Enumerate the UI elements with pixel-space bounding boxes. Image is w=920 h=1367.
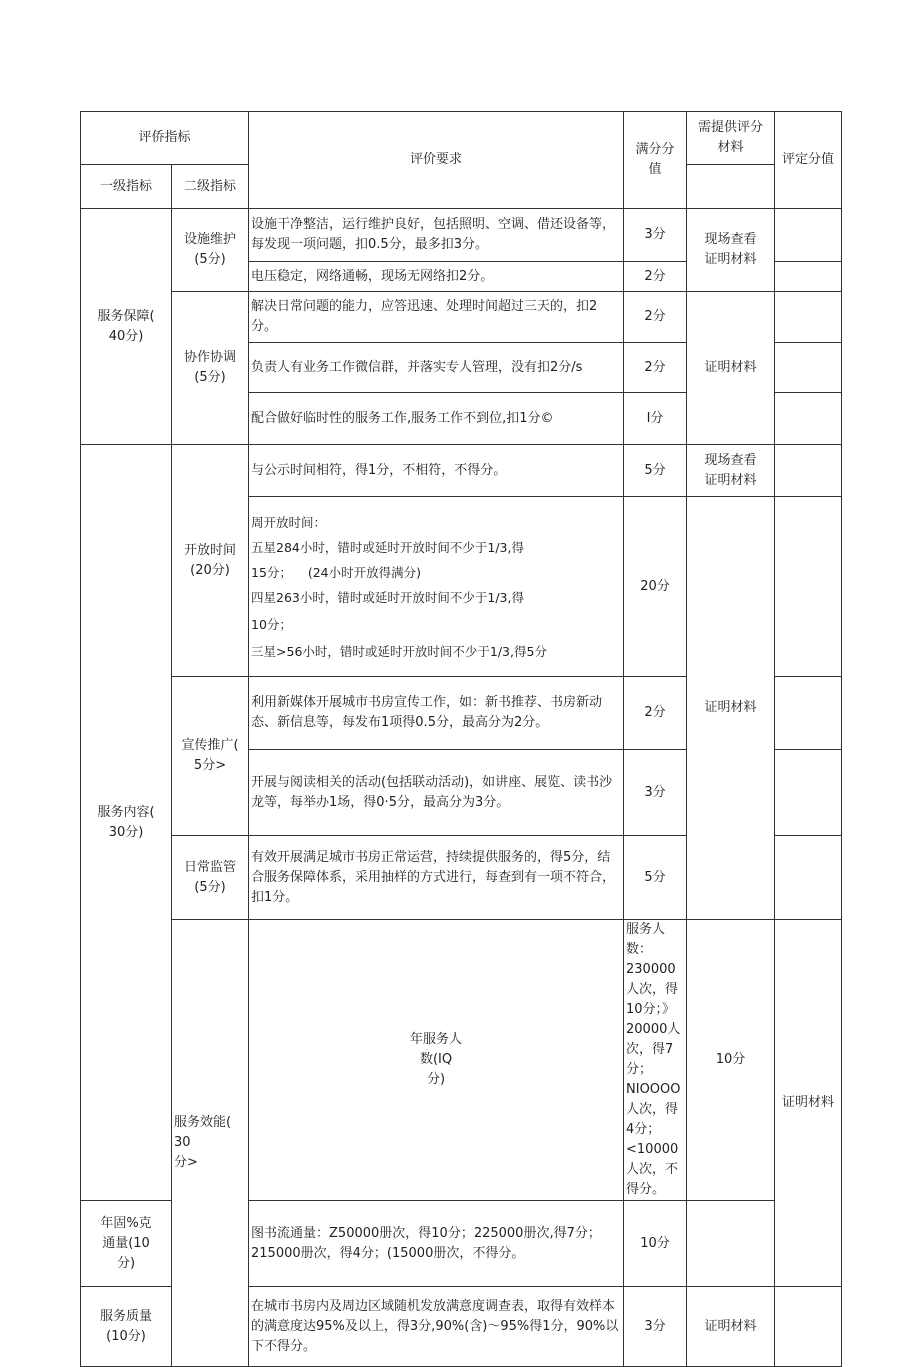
rating-cell[interactable] xyxy=(775,497,842,677)
sub-promo: 宣传推广( 5分> xyxy=(172,677,249,836)
header-level1: 一级指标 xyxy=(81,165,172,209)
material-quality: 证明材料 xyxy=(687,1287,775,1367)
sub-flow: 年固%克 通量(10 分) xyxy=(81,1201,172,1287)
req-people-1: 服务人数：230000人次，得10分；》20000人次，得7分；NIOOOO人次，得4分；<10000人次，不得分。 xyxy=(624,920,687,1201)
rating-cell[interactable] xyxy=(775,209,842,262)
section-service-guarantee: 服务保障( 40分) xyxy=(81,209,172,445)
req-open-2-line: 周开放时间： xyxy=(251,514,327,530)
header-rating: 评定分值 xyxy=(775,112,842,209)
header-requirement: 评价要求 xyxy=(249,112,624,209)
sub-monitor: 日常监管 (5分) xyxy=(172,836,249,920)
rating-cell[interactable] xyxy=(775,750,842,836)
sub-open: 开放时间 (20分) xyxy=(172,445,249,677)
sub-facility: 设施维护 (5分) xyxy=(172,209,249,292)
req-promo-2: 开展与阅读相关的活动(包括联动活动)，如讲座、展览、读书沙龙等，每举办1场，得0·5分，最高分为3分。 xyxy=(249,750,624,836)
evaluation-table xyxy=(80,111,842,1367)
sub-people: 年服务人 数(IQ 分) xyxy=(249,920,624,1201)
score-people-1: 10分 xyxy=(687,920,775,1201)
req-open-2 xyxy=(249,497,624,677)
score-promo-2: 3分 xyxy=(624,750,687,836)
score-monitor-1: 5分 xyxy=(624,836,687,920)
score-open-2: 20分 xyxy=(624,497,687,677)
score-facility-1: 3分 xyxy=(624,209,687,262)
rating-cell[interactable] xyxy=(687,1201,775,1287)
rating-cell[interactable] xyxy=(775,1287,842,1367)
sub-quality: 服务质量 (10分) xyxy=(81,1287,172,1367)
material-coop: 证明材料 xyxy=(687,292,775,445)
score-flow-1: 10分 xyxy=(624,1201,687,1287)
req-coop-3: 配合做好临时性的服务工作,服务工作不到位,扣1分© xyxy=(249,393,624,445)
score-facility-2: 2分 xyxy=(624,262,687,292)
score-coop-3: I分 xyxy=(624,393,687,445)
header-index: 评侨指标 xyxy=(81,112,249,165)
material-facility: 现场查看 证明材料 xyxy=(687,209,775,292)
material-open-1: 现场查看 证明材料 xyxy=(687,445,775,497)
req-facility-2: 电压稳定，网络通畅，现场无网络扣2分。 xyxy=(249,262,624,292)
rating-cell[interactable] xyxy=(775,343,842,393)
score-coop-1: 2分 xyxy=(624,292,687,343)
rating-cell[interactable] xyxy=(775,445,842,497)
header-material-blank xyxy=(687,165,775,209)
header-full-score: 满分分 值 xyxy=(624,112,687,209)
req-quality-1: 在城市书房内及周边区域随机发放满意度调查表，取得有效样本的满意度达95%及以上，得3分,90%(含)〜95%得1分，90%以下不得分。 xyxy=(249,1287,624,1367)
rating-cell[interactable] xyxy=(775,393,842,445)
rating-cell[interactable] xyxy=(775,836,842,920)
req-open-2-line: 15分； (24小时开放得满分) xyxy=(251,564,421,580)
material-content: 证明材料 xyxy=(687,497,775,920)
header-level2: 二级指标 xyxy=(172,165,249,209)
section-service-efficiency: 服务效能( 30 分> xyxy=(172,920,249,1367)
sub-coop: 协作协调 (5分) xyxy=(172,292,249,445)
req-open-2-line: 五星284小时，错时或延时开放时间不少于1/3,得 xyxy=(251,539,524,555)
req-coop-2: 负责人有业务工作微信群，并落实专人管理，没有扣2分/s xyxy=(249,343,624,393)
req-open-2-line: 三星>56小时，错时或延时开放时间不少于1/3,得5分 xyxy=(251,643,547,659)
rating-cell[interactable] xyxy=(775,677,842,750)
req-monitor-1: 有效开展满足城市书房正常运营，持续提供服务的，得5分，结合服务保障体系，采用抽样的方式进行，每查到有一项不符合，扣1分。 xyxy=(249,836,624,920)
req-open-2-line: 10分； xyxy=(251,616,292,632)
score-promo-1: 2分 xyxy=(624,677,687,750)
header-material: 需提供评分 材料 xyxy=(687,112,775,165)
req-open-2-line: 四星263小时，错时或延时开放时间不少于1/3,得 xyxy=(251,589,524,605)
score-coop-2: 2分 xyxy=(624,343,687,393)
score-open-1: 5分 xyxy=(624,445,687,497)
req-facility-1: 设施干净整洁，运行维护良好，包括照明、空调、借还设备等，每发现一项问题，扣0.5分，最多扣3分。 xyxy=(249,209,624,262)
section-service-content: 服务内容( 30分) xyxy=(81,445,172,1201)
rating-cell[interactable] xyxy=(775,292,842,343)
req-flow-1: 图书流通量：Z50000册次，得10分；225000册次,得7分；215000册次，得4分；(15000册次，不得分。 xyxy=(249,1201,624,1287)
req-open-1: 与公示时间相符，得1分，不相符，不得分。 xyxy=(249,445,624,497)
req-promo-1: 利用新媒体开展城市书房宣传工作，如：新书推荐、书房新动态、新信息等，每发布1项得0.5分，最高分为2分。 xyxy=(249,677,624,750)
score-quality-1: 3分 xyxy=(624,1287,687,1367)
material-efficiency: 证明材料 xyxy=(775,920,842,1287)
rating-cell[interactable] xyxy=(775,262,842,292)
req-coop-1: 解决日常问题的能力，应答迅速、处理时间超过三天的，扣2分。 xyxy=(249,292,624,343)
